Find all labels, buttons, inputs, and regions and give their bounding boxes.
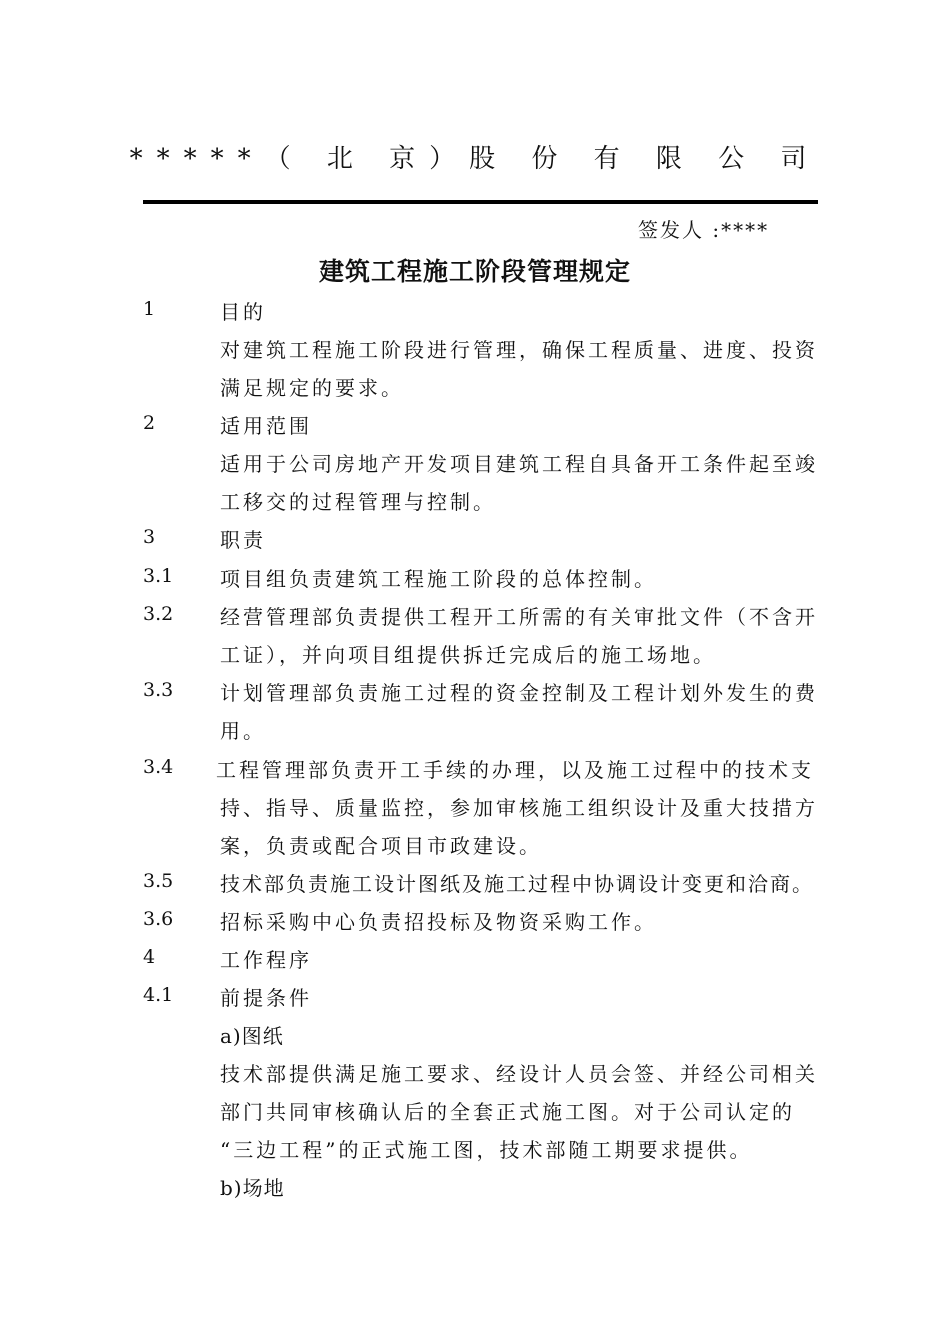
paragraph-line: “三边工程”的正式施工图，技术部随工期要求提供。	[220, 1138, 753, 1162]
item-number: 3.1	[143, 565, 174, 587]
item-number: 4.1	[143, 984, 174, 1006]
item-text: 工作程序	[220, 948, 312, 972]
paragraph-line: 部门共同审核确认后的全套正式施工图。对于公司认定的	[220, 1100, 795, 1124]
sub-item: a)图纸	[220, 1024, 284, 1048]
item-number: 3.3	[143, 679, 174, 701]
item-number: 3.5	[143, 870, 174, 892]
sub-item: b)场地	[220, 1176, 285, 1200]
document-title: 建筑工程施工阶段管理规定	[318, 257, 631, 286]
paragraph-line: 工证），并向项目组提供拆迁完成后的施工场地。	[220, 643, 716, 667]
paragraph-line: 工移交的过程管理与控制。	[220, 490, 496, 514]
signer: 签发人 :****	[638, 218, 770, 242]
paragraph-line: 用。	[220, 719, 266, 743]
item-number: 3	[143, 526, 156, 548]
paragraph-line: 工程管理部负责开工手续的办理，以及施工过程中的技术支	[216, 758, 814, 782]
item-number: 2	[143, 412, 156, 434]
item-number: 1	[143, 298, 156, 320]
item-text: 目的	[220, 300, 266, 324]
paragraph-line: 持、指导、质量监控，参加审核施工组织设计及重大技措方	[220, 796, 818, 820]
item-number: 3.2	[143, 603, 174, 625]
item-number: 3.4	[143, 756, 174, 778]
item-text: 项目组负责建筑工程施工阶段的总体控制。	[220, 567, 657, 591]
paragraph-line: 案，负责或配合项目市政建设。	[220, 834, 542, 858]
paragraph-line: 计划管理部负责施工过程的资金控制及工程计划外发生的费	[220, 681, 818, 705]
item-text: 招标采购中心负责招投标及物资采购工作。	[220, 910, 657, 934]
item-text: 前提条件	[220, 986, 312, 1010]
paragraph-line: 满足规定的要求。	[220, 376, 404, 400]
paragraph-line: 经营管理部负责提供工程开工所需的有关审批文件（不含开	[220, 605, 818, 629]
header-rule	[143, 200, 818, 204]
item-text: 职责	[220, 528, 266, 552]
paragraph-line: 对建筑工程施工阶段进行管理，确保工程质量、进度、投资	[220, 338, 818, 362]
item-number: 4	[143, 946, 156, 968]
item-text: 适用范围	[220, 414, 312, 438]
paragraph-line: 技术部提供满足施工要求、经设计人员会签、并经公司相关	[220, 1062, 818, 1086]
company-name: *****（ 北 京）股 份 有 限 公 司	[129, 144, 821, 174]
paragraph-line: 适用于公司房地产开发项目建筑工程自具备开工条件起至竣	[220, 452, 818, 476]
item-text: 技术部负责施工设计图纸及施工过程中协调设计变更和洽商。	[220, 872, 814, 896]
item-number: 3.6	[143, 908, 174, 930]
